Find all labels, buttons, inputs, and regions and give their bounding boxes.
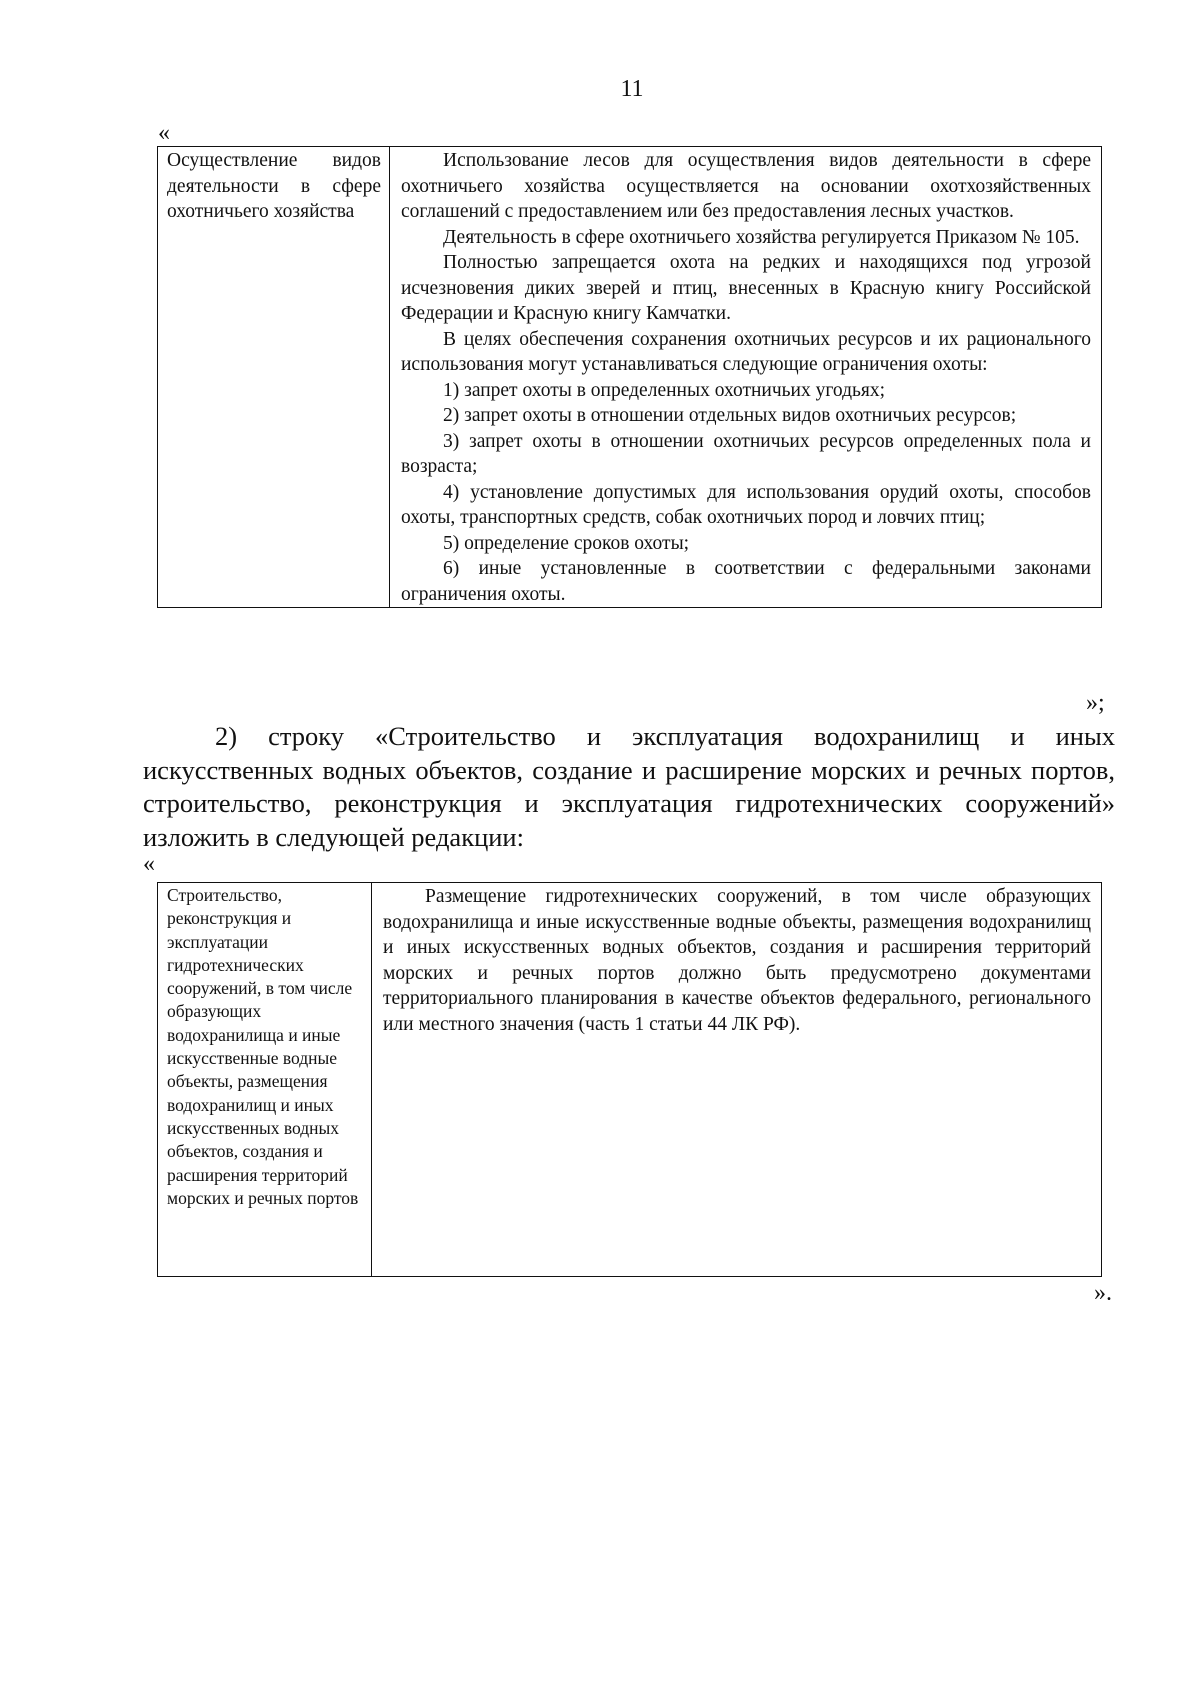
table-cell-description [372, 883, 1102, 1277]
description-paragraph: Размещение гидротехнических сооружений, в том числе образующих водохранилища и иные искусственные водные объекты, размещения водохранилищ и иных искусственных водных объектов, создания и расширения территорий морских и речных портов должно быть предусмотрено документами территориального планирования в качестве объектов федерального, регионального или местного значения (часть 1 статьи 44 ЛК РФ). [383, 886, 1091, 1035]
restriction-item: 1) запрет охоты в определенных охотничьих угодьях; [443, 379, 886, 401]
restriction-item: 4) установление допустимых для использования орудий охоты, способов охоты, транспортных средств, собак охотничьих пород и ловчих птиц; [401, 481, 1091, 528]
closing-quote-2: ». [1094, 1280, 1112, 1306]
table-row [158, 147, 1102, 608]
opening-quote-2: « [143, 851, 155, 877]
description-paragraph: Полностью запрещается охота на редких и находящихся под угрозой исчезновения диких зверей и птиц, внесенных в Красную книгу Российской Федерации и Красную книгу Камчатки. [401, 252, 1091, 324]
table-row [158, 883, 1102, 1277]
restriction-item: 5) определение сроков охоты; [443, 532, 690, 554]
description-paragraph: В целях обеспечения сохранения охотничьих ресурсов и их рационального использования могут устанавливаться следующие ограничения охоты: [401, 328, 1091, 375]
description-paragraph: Использование лесов для осуществления видов деятельности в сфере охотничьего хозяйства осуществляется на основании охотхозяйственных соглашений с предоставлением или без предоставления лесных участков. [401, 150, 1091, 222]
description-paragraph: Деятельность в сфере охотничьего хозяйства регулируется Приказом № 105. [443, 226, 1080, 248]
page-number: 11 [620, 76, 644, 102]
table-cell-activity [158, 883, 372, 1277]
table-cell-activity [158, 147, 390, 608]
activity-name: Строительство, реконструкция и эксплуатации гидротехнических сооружений, в том числе образующих водохранилища и иные искусственные водные объекты, размещения водохранилищ и иных искусственных водных объектов, создания и расширения территорий морских и речных портов [167, 885, 359, 1208]
restriction-item: 6) иные установленные в соответствии с федеральными законами ограничения охоты. [401, 558, 1091, 605]
hydraulic-structures-table [157, 882, 1102, 1277]
closing-quote-1: »; [1086, 690, 1105, 716]
restriction-item: 3) запрет охоты в отношении охотничьих ресурсов определенных пола и возраста; [401, 430, 1091, 477]
amendment-paragraph: 2) строку «Строительство и эксплуатация водохранилищ и иных искусственных водных объектов, создание и расширение морских и речных портов, строительство, реконструкция и эксплуатация гидротехнических сооружений» изложить в следующей редакции: [143, 721, 1115, 852]
opening-quote-1: « [158, 120, 170, 146]
activity-name: Осуществление видов деятельности в сфере охотничьего хозяйства [167, 150, 381, 222]
hunting-activity-table [157, 146, 1102, 608]
restriction-item: 2) запрет охоты в отношении отдельных видов охотничьих ресурсов; [443, 405, 1017, 426]
table-cell-description [390, 147, 1102, 608]
